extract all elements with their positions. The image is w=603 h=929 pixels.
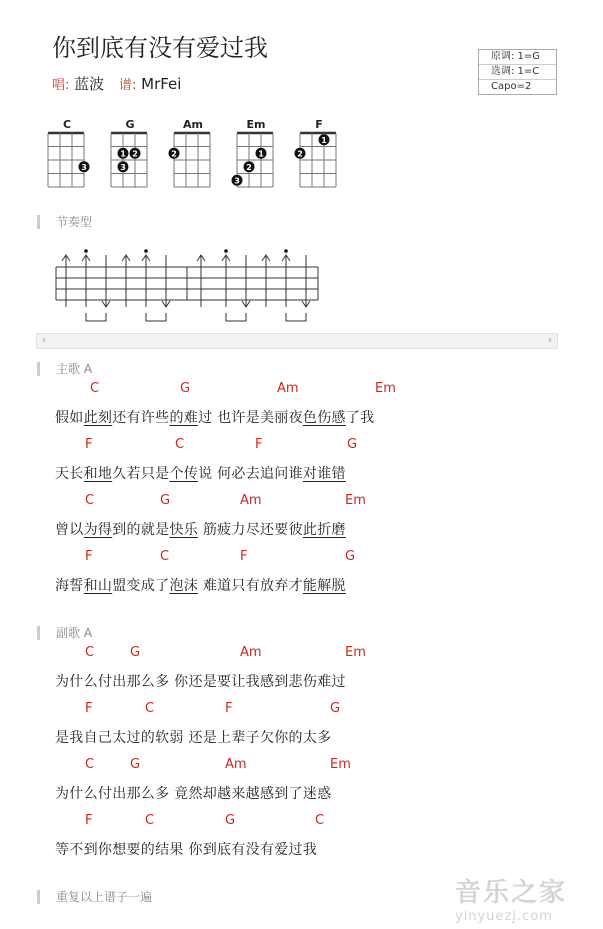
lyric-line: 是我自己太过的软弱 还是上辈子欠你的太多 xyxy=(55,730,332,746)
chord-name-g: G xyxy=(125,118,135,131)
finger-number: 3 xyxy=(81,162,87,172)
lyric-line: 为什么付出那么多 竟然却越来越感到了迷惑 xyxy=(55,786,332,802)
chord-label: Am xyxy=(225,757,247,772)
scroll-right-icon[interactable]: › xyxy=(548,335,552,346)
chord-label: C xyxy=(85,645,95,660)
chord-label: Em xyxy=(345,493,366,508)
finger-number: 2 xyxy=(132,149,138,159)
chord-label: C xyxy=(90,381,100,396)
chord-label: G xyxy=(347,437,358,452)
beam-bracket xyxy=(86,313,106,321)
chord-name-am: Am xyxy=(183,118,203,131)
lyric-line: 海誓和山盟变成了泡沫 难道只有放弃才能解脱 xyxy=(55,578,346,594)
chord-label: F xyxy=(85,549,93,564)
chord-label: G xyxy=(345,549,356,564)
finger-number: 2 xyxy=(246,162,252,172)
chord-name-em: Em xyxy=(246,118,266,131)
song-title: 你到底有没有爱过我 xyxy=(52,34,268,62)
beam-bracket xyxy=(146,313,166,321)
chord-label: F xyxy=(255,437,263,452)
chord-name-c: C xyxy=(62,118,72,131)
chord-label: G xyxy=(225,813,236,828)
lyric-line: 曾以为得到的就是快乐 筋疲力尽还要彼此折磨 xyxy=(55,522,346,538)
chord-label: C xyxy=(145,813,155,828)
chord-label: Em xyxy=(375,381,396,396)
watermark-text: 音乐之家 xyxy=(455,878,568,908)
finger-number: 3 xyxy=(120,162,126,172)
accent-dot xyxy=(284,249,288,253)
chord-diagram-g xyxy=(105,131,155,191)
lyric-line: 为什么付出那么多 你还是要让我感到悲伤难过 xyxy=(55,674,346,690)
key-info-box xyxy=(478,49,557,95)
chord-diagram-em xyxy=(231,131,281,191)
accent-dot xyxy=(84,249,88,253)
chord-label: G xyxy=(130,645,141,660)
horizontal-scrollbar[interactable] xyxy=(36,333,558,349)
chord-label: C xyxy=(145,701,155,716)
scroll-left-icon[interactable]: ‹ xyxy=(42,335,46,346)
transcriber-label: 谱: xyxy=(118,78,137,93)
rhythm-pattern xyxy=(50,245,320,327)
watermark xyxy=(455,872,567,924)
chord-diagram-f xyxy=(294,131,344,191)
beam-bracket xyxy=(286,313,306,321)
chord-label: Em xyxy=(345,645,366,660)
chord-label: C xyxy=(160,549,170,564)
chord-label: C xyxy=(85,757,95,772)
chord-label: F xyxy=(85,701,93,716)
chord-diagram-am xyxy=(168,131,218,191)
capo-position: Capo=2 xyxy=(491,81,532,92)
chord-label: C xyxy=(175,437,185,452)
chord-label: G xyxy=(330,701,341,716)
accent-dot xyxy=(224,249,228,253)
chord-label: F xyxy=(85,437,93,452)
section-rhythm: 节奏型 xyxy=(37,215,92,229)
chord-label: C xyxy=(315,813,325,828)
chord-label: F xyxy=(225,701,233,716)
finger-number: 1 xyxy=(120,149,126,159)
selected-key: 选调: 1=C xyxy=(479,65,556,80)
section-verse: 主歌 A xyxy=(37,362,92,376)
watermark-url: yinyuezj.com xyxy=(455,909,553,924)
original-key: 原调: 1=G xyxy=(479,50,556,65)
chord-label: F xyxy=(240,549,248,564)
beam-bracket xyxy=(226,313,246,321)
finger-number: 3 xyxy=(234,176,240,186)
chord-label: G xyxy=(130,757,141,772)
finger-number: 1 xyxy=(321,135,327,145)
lyric-line: 天长和地久若只是个传说 何必去追问谁对谁错 xyxy=(55,466,346,482)
lyric-line: 等不到你想要的结果 你到底有没有爱过我 xyxy=(55,842,318,858)
lyric-line: 假如此刻还有许些的难过 也许是美丽夜色伤感了我 xyxy=(55,410,375,426)
song-meta xyxy=(52,73,191,94)
finger-number: 1 xyxy=(258,149,264,159)
chord-label: Em xyxy=(330,757,351,772)
singer-label: 唱: xyxy=(52,78,70,93)
chord-label: C xyxy=(85,493,95,508)
section-chorus: 副歌 A xyxy=(37,626,92,640)
finger-number: 2 xyxy=(297,149,303,159)
chord-label: Am xyxy=(277,381,299,396)
chord-name-f: F xyxy=(315,118,323,131)
chord-diagram-c xyxy=(42,131,92,191)
finger-number: 2 xyxy=(171,149,177,159)
chord-label: F xyxy=(85,813,93,828)
singer-name: 蓝波 xyxy=(74,75,105,93)
chord-label: Am xyxy=(240,493,262,508)
chord-label: Am xyxy=(240,645,262,660)
section-repeat: 重复以上谱子一遍 xyxy=(37,890,152,904)
transcriber-name: MrFei xyxy=(141,75,182,93)
chord-label: G xyxy=(160,493,171,508)
accent-dot xyxy=(144,249,148,253)
chord-label: G xyxy=(180,381,191,396)
